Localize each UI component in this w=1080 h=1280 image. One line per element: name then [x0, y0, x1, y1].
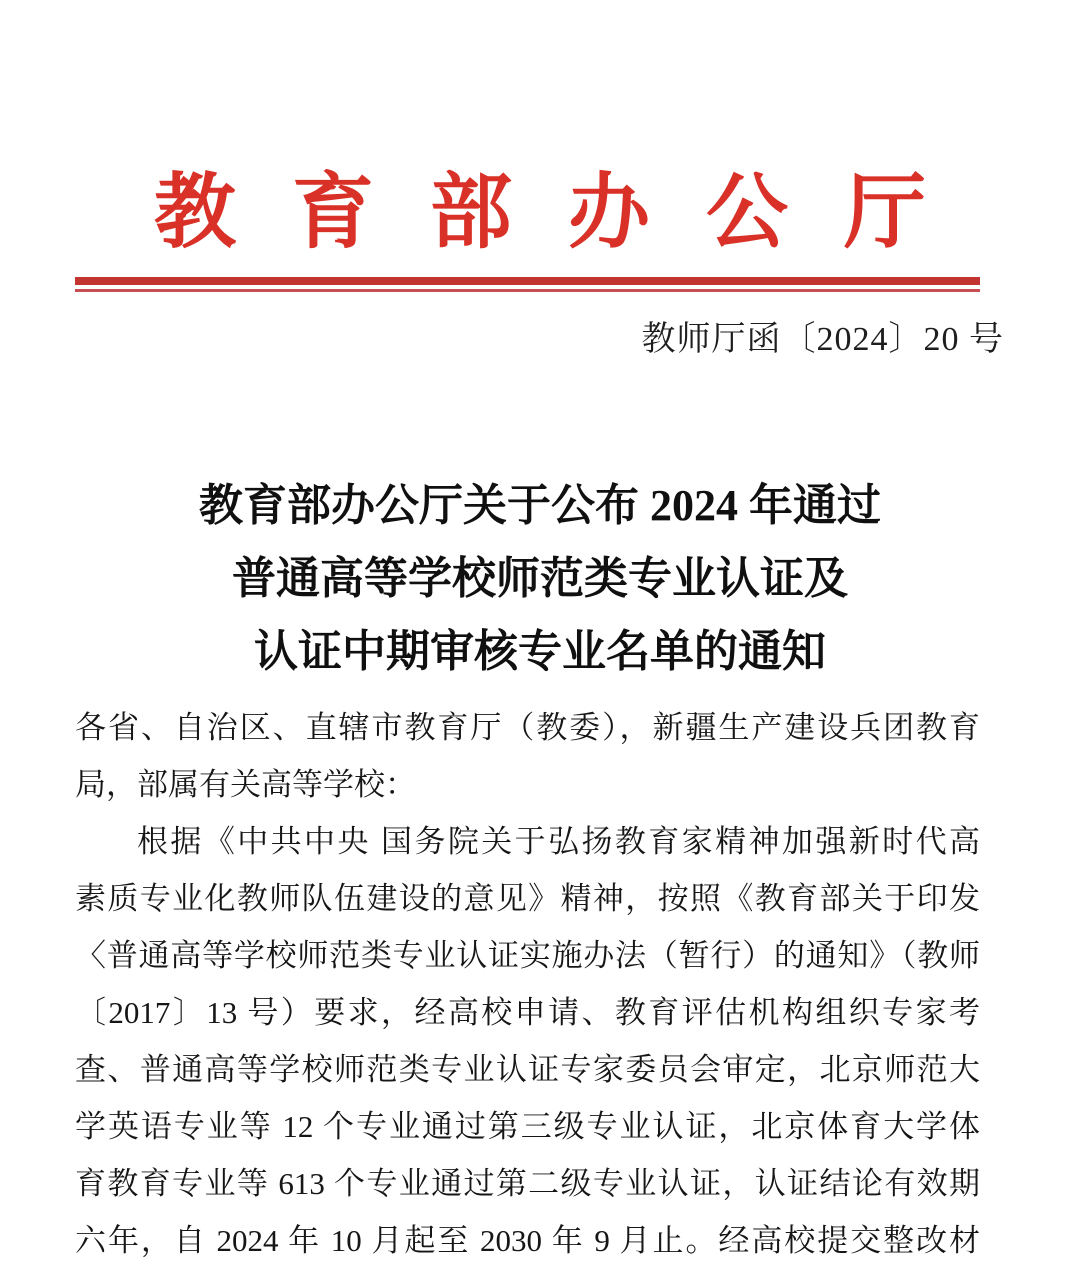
document-body-line: 查、普通高等学校师范类专业认证专家委员会审定，北京师范大: [75, 1052, 980, 1087]
document-body-line: 素质专业化教师队伍建设的意见》精神，按照《教育部关于印发: [75, 881, 980, 916]
document-number: 教师厅函〔2024〕20 号: [641, 321, 1004, 358]
letterhead-agency-name: [0, 167, 1080, 258]
document-title-line-2: 普通高等学校师范类专业认证及: [232, 554, 848, 603]
document-body-line: 〈普通高等学校师范类专业认证实施办法（暂行）的通知》（教师: [75, 938, 980, 973]
letterhead-rule-thick: [75, 277, 980, 285]
letterhead-agency-character: 公: [706, 167, 789, 258]
document-body-line: 〔2017〕13 号）要求，经高校申请、教育评估机构组织专家考: [75, 995, 980, 1030]
document-title-line-3: 认证中期审核专业名单的通知: [254, 627, 826, 676]
document-title: [0, 469, 1080, 688]
letterhead-agency-character: 办: [568, 167, 651, 258]
document-body-line: 学英语专业等 12 个专业通过第三级专业认证，北京体育大学体: [75, 1109, 980, 1144]
document-title-line-1: 教育部办公厅关于公布 2024 年通过: [199, 481, 881, 530]
letterhead-agency-character: 育: [291, 167, 374, 258]
document-body-line: 局，部属有关高等学校：: [75, 767, 416, 802]
document-body-line: 六年，自 2024 年 10 月起至 2030 年 9 月止。经高校提交整改材: [75, 1223, 980, 1258]
document-body: [75, 699, 980, 1269]
document-body-line: 各省、自治区、直辖市教育厅（教委），新疆生产建设兵团教育: [75, 710, 980, 745]
letterhead-agency-character: 厅: [844, 167, 927, 258]
letterhead-rule-thin: [75, 289, 980, 292]
letterhead-agency-character: 教: [153, 167, 236, 258]
letterhead-agency-character: 部: [429, 167, 512, 258]
document-body-line: 育教育专业等 613 个专业通过第二级专业认证，认证结论有效期: [75, 1166, 980, 1201]
document-body-line: 根据《中共中央 国务院关于弘扬教育家精神加强新时代高: [137, 824, 980, 859]
